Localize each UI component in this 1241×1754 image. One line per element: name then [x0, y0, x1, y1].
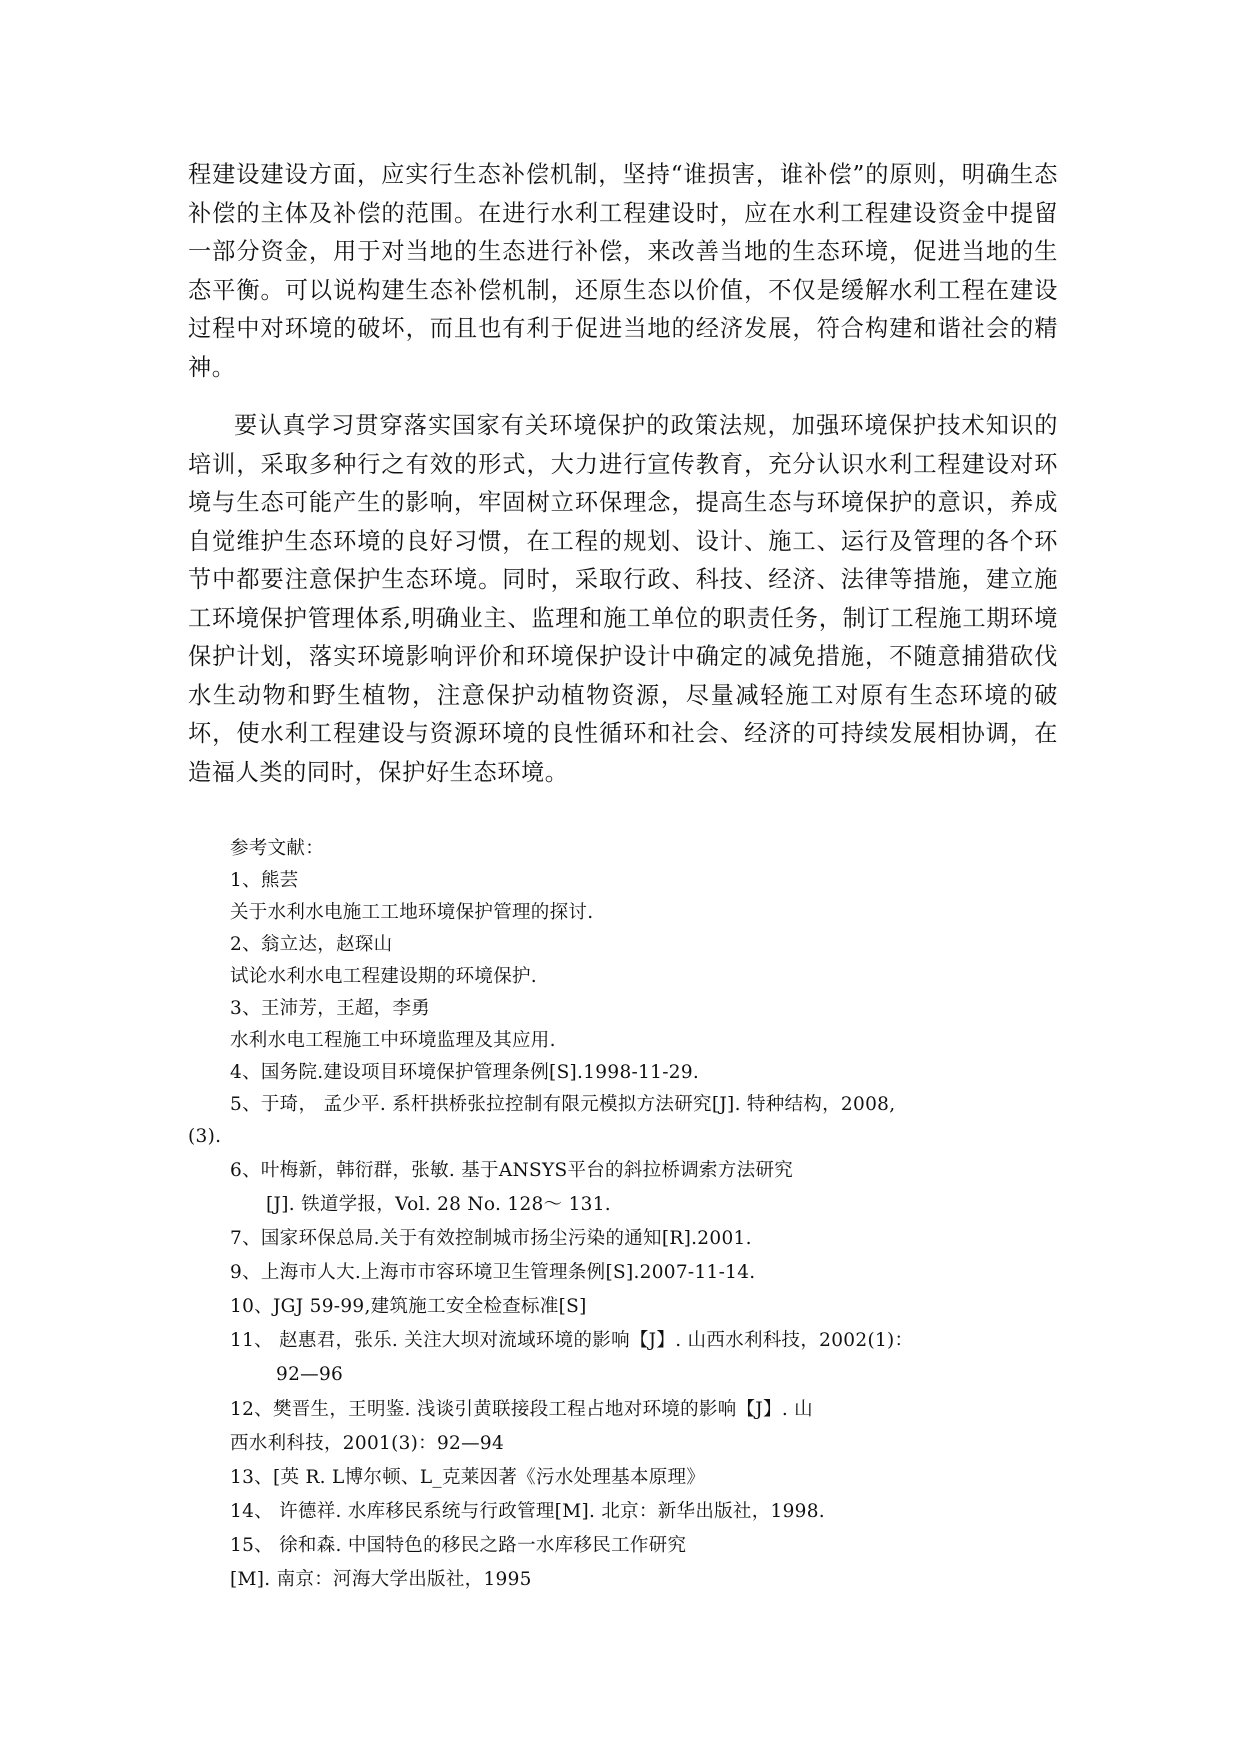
reference-line: 10、JGJ 59-99,建筑施工安全检查标准[S] [230, 1296, 587, 1317]
references-heading: 参考文献： [230, 838, 325, 859]
reference-line: [J]. 铁道学报，Vol. 28 No. 128～ 131. [266, 1194, 611, 1215]
reference-line: 14、 许德祥. 水库移民系统与行政管理[M]. 北京：新华出版社，1998. [230, 1501, 825, 1522]
reference-line: 9、上海市人大.上海市市容环境卫生管理条例[S].2007-11-14. [230, 1262, 756, 1283]
reference-line: 西水利科技，2001(3)：92—94 [230, 1433, 505, 1454]
reference-line: 13、[英 R. L博尔顿、L_克莱因著《污水处理基本原理》 [230, 1467, 706, 1488]
reference-line: 5、于琦， 孟少平. 系杆拱桥张拉控制有限元模拟方法研究[J]. 特种结构，2008, [230, 1094, 896, 1115]
reference-line: 11、 赵惠君，张乐. 关注大坝对流域环境的影响【J】. 山西水利科技，2002(1)： [230, 1330, 914, 1351]
reference-line: 15、 徐和森. 中国特色的移民之路一水库移民工作研究 [230, 1535, 687, 1556]
reference-line: 7、国家环保总局.关于有效控制城市扬尘污染的通知[R].2001. [230, 1228, 752, 1249]
reference-line: 12、樊晋生，王明鉴. 浅谈引黄联接段工程占地对环境的影响【J】. 山 [230, 1399, 813, 1420]
body-paragraph-1: 程建设建设方面，应实行生态补偿机制，坚持“谁损害，谁补偿”的原则，明确生态补偿的主体及补偿的范围。在进行水利工程建设时，应在水利工程建设资金中提留一部分资金，用于对当地的生态进行补偿，来改善当地的生态环境，促进当地的生态平衡。可以说构建生态补偿机制，还原生态以价值，不仅是缓解水利工程在建设过程中对环境的破坏，而且也有利于促进当地的经济发展，符合构建和谐社会的精神。 [188, 161, 1058, 381]
reference-line: 3、王沛芳，王超，李勇 [230, 998, 431, 1019]
body-paragraph-2: 要认真学习贯穿落实国家有关环境保护的政策法规，加强环境保护技术知识的培训，采取多种行之有效的形式，大力进行宣传教育，充分认识水利工程建设对环境与生态可能产生的影响，牢固树立环保理念，提高生态与环境保护的意识，养成自觉维护生态环境的良好习惯，在工程的规划、设计、施工、运行及管理的各个环节中都要注意保护生态环境。同时，采取行政、科技、经济、法律等措施，建立施工环境保护管理体系,明确业主、监理和施工单位的职责任务，制订工程施工期环境保护计划，落实环境影响评价和环境保护设计中确定的减免措施，不随意捕猎砍伐水生动物和野生植物，注意保护动植物资源，尽量减轻施工对原有生态环境的破坏，使水利工程建设与资源环境的良性循环和社会、经济的可持续发展相协调，在造福人类的同时，保护好生态环境。 [188, 412, 1058, 786]
reference-line: 试论水利水电工程建设期的环境保护. [230, 966, 537, 987]
reference-line: 水利水电工程施工中环境监理及其应用. [230, 1030, 556, 1051]
reference-line: (3). [188, 1126, 222, 1147]
reference-line: 关于水利水电施工工地环境保护管理的探讨. [230, 902, 594, 923]
reference-line: 6、叶梅新，韩衍群，张敏. 基于ANSYS平台的斜拉桥调索方法研究 [230, 1160, 794, 1181]
reference-line: 1、熊芸 [230, 870, 299, 891]
reference-line: [M]. 南京：河海大学出版社，1995 [230, 1569, 532, 1590]
reference-line: 2、翁立达，赵琛山 [230, 934, 393, 955]
reference-line: 4、国务院.建设项目环境保护管理条例[S].1998-11-29. [230, 1062, 700, 1083]
reference-line: 92—96 [276, 1364, 344, 1385]
